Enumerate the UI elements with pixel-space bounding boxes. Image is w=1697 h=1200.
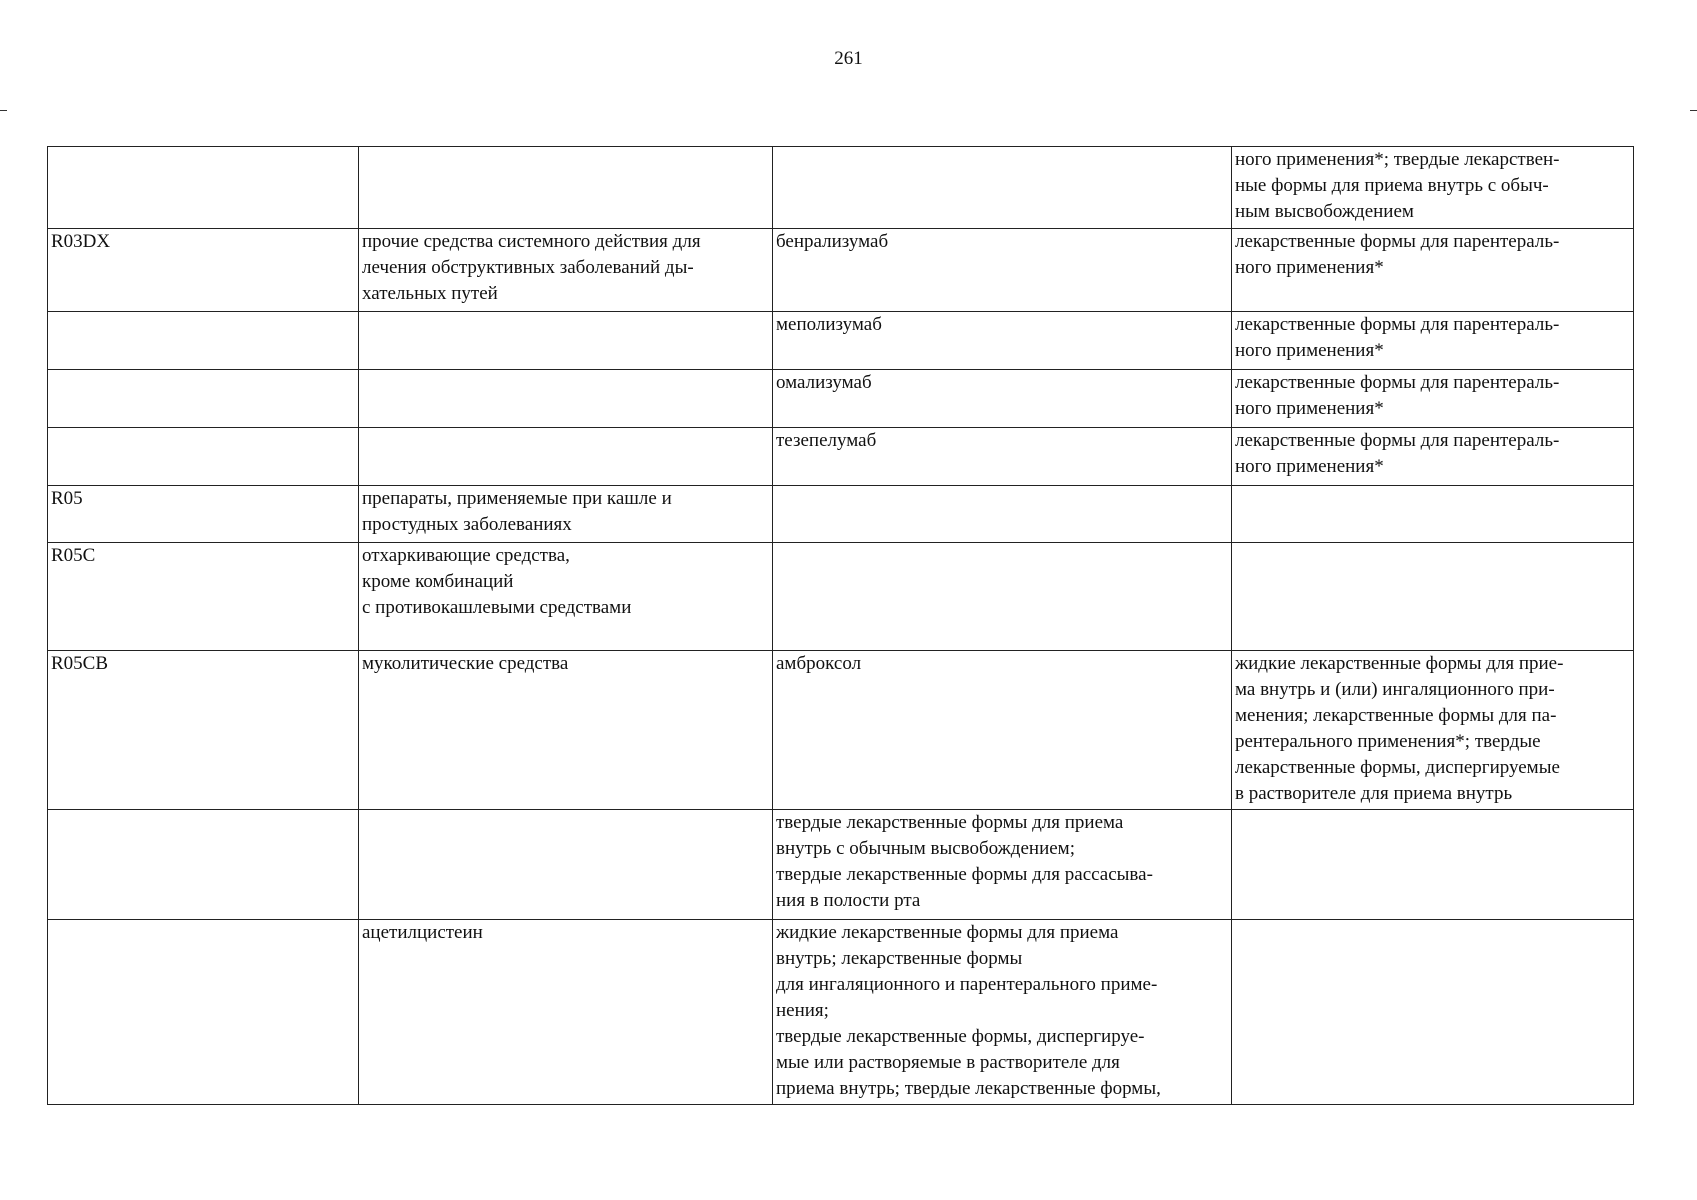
drug-name-cell	[773, 486, 1232, 543]
atc-code-cell	[48, 312, 359, 370]
atc-code-cell	[48, 810, 359, 920]
dosage-forms-cell	[1232, 486, 1634, 543]
table-row	[48, 920, 1634, 1105]
drug-name-cell	[773, 147, 1232, 229]
drug-name-cell: жидкие лекарственные формы для приема внутрь; лекарственные формы для ингаляционного и парентерального приме- нения; твердые лекарственные формы, диспергируе- мые или растворяемые в растворителе для приема внутрь; твердые лекарственные формы,	[773, 920, 1232, 1105]
atc-code-cell: R05	[48, 486, 359, 543]
atc-code-cell	[48, 370, 359, 428]
group-name-cell: препараты, применяемые при кашле и простудных заболеваниях	[359, 486, 773, 543]
group-name-cell: отхаркивающие средства, кроме комбинаций с противокашлевыми средствами	[359, 543, 773, 651]
dosage-forms-cell: ного применения*; твердые лекарствен- ные формы для приема внутрь с обыч- ным высвобождением	[1232, 147, 1634, 229]
table-row	[48, 486, 1634, 543]
table-row	[48, 543, 1634, 651]
medication-table	[47, 146, 1634, 1105]
group-name-cell	[359, 810, 773, 920]
group-name-cell	[359, 370, 773, 428]
table-row	[48, 370, 1634, 428]
table-row	[48, 651, 1634, 810]
drug-name-cell: меполизумаб	[773, 312, 1232, 370]
left-edge-mark	[0, 110, 7, 111]
table-row	[48, 147, 1634, 229]
dosage-forms-cell: лекарственные формы для парентераль- ного применения*	[1232, 428, 1634, 486]
table-row	[48, 229, 1634, 312]
dosage-forms-cell	[1232, 920, 1634, 1105]
drug-name-cell	[773, 543, 1232, 651]
atc-code-cell: R05C	[48, 543, 359, 651]
group-name-cell: муколитические средства	[359, 651, 773, 810]
dosage-forms-cell	[1232, 543, 1634, 651]
drug-name-cell: тезепелумаб	[773, 428, 1232, 486]
group-name-cell: прочие средства системного действия для лечения обструктивных заболеваний ды- хательных путей	[359, 229, 773, 312]
dosage-forms-cell: жидкие лекарственные формы для прие- ма внутрь и (или) ингаляционного при- менения; лекарственные формы для па- рентерального применения*; твердые лекарственные формы, диспергируемые в растворителе для приема внутрь	[1232, 651, 1634, 810]
drug-name-cell: бенрализумаб	[773, 229, 1232, 312]
drug-name-cell: твердые лекарственные формы для приема внутрь с обычным высвобождением; твердые лекарственные формы для рассасыва- ния в полости рта	[773, 810, 1232, 920]
table-row	[48, 810, 1634, 920]
dosage-forms-cell	[1232, 810, 1634, 920]
atc-code-cell	[48, 428, 359, 486]
dosage-forms-cell: лекарственные формы для парентераль- ного применения*	[1232, 370, 1634, 428]
group-name-cell	[359, 428, 773, 486]
group-name-cell	[359, 312, 773, 370]
atc-code-cell: R05CB	[48, 651, 359, 810]
table-row	[48, 428, 1634, 486]
drug-name-cell: амброксол	[773, 651, 1232, 810]
atc-code-cell	[48, 147, 359, 229]
group-name-cell	[359, 147, 773, 229]
right-edge-mark	[1690, 110, 1697, 111]
dosage-forms-cell: лекарственные формы для парентераль- ного применения*	[1232, 229, 1634, 312]
dosage-forms-cell: лекарственные формы для парентераль- ного применения*	[1232, 312, 1634, 370]
page-number: 261	[834, 48, 863, 69]
drug-name-cell: омализумаб	[773, 370, 1232, 428]
group-name-cell: ацетилцистеин	[359, 920, 773, 1105]
table-row	[48, 312, 1634, 370]
atc-code-cell	[48, 920, 359, 1105]
atc-code-cell: R03DX	[48, 229, 359, 312]
